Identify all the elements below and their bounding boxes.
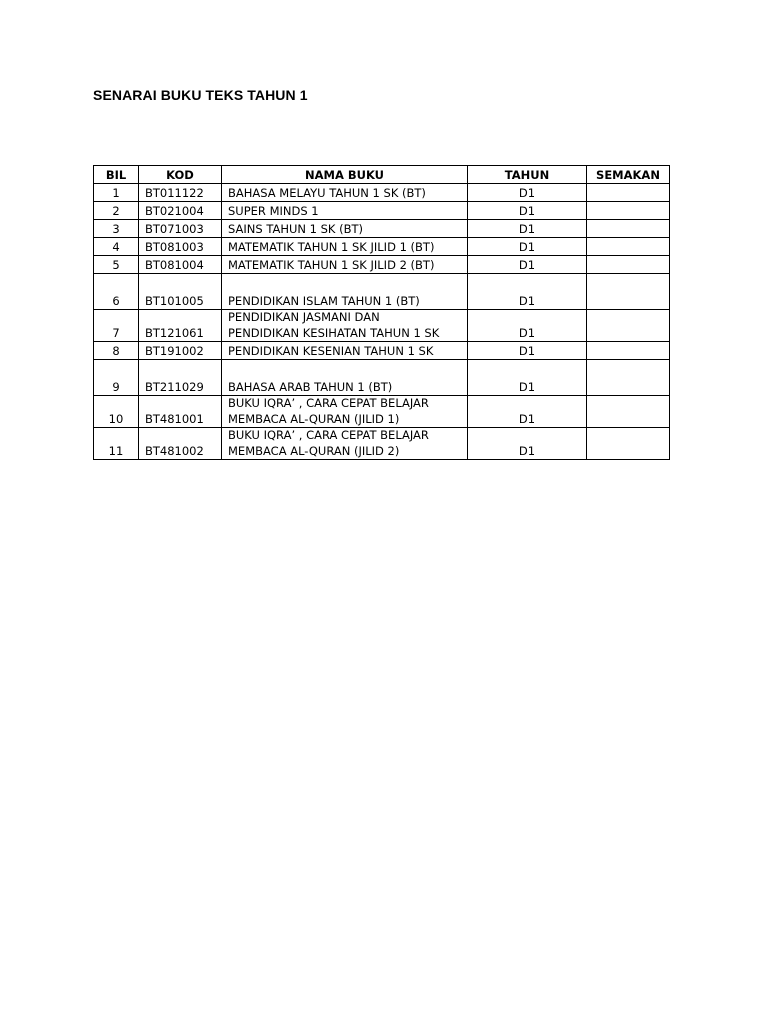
- header-semakan: SEMAKAN: [587, 166, 670, 184]
- cell-nama-buku: [222, 220, 468, 238]
- book-name-line: PENDIDIKAN KESIHATAN TAHUN 1 SK: [228, 325, 440, 340]
- table-row: [94, 238, 670, 256]
- book-name-line: BUKU IQRA’ , CARA CEPAT BELAJAR: [228, 396, 429, 410]
- table-row: [94, 428, 670, 460]
- cell-bil: 3: [94, 220, 139, 238]
- book-name-line: SUPER MINDS 1: [228, 203, 319, 218]
- textbook-table: [93, 165, 670, 460]
- book-name-line: PENDIDIKAN ISLAM TAHUN 1 (BT): [228, 293, 420, 308]
- cell-semakan: [587, 256, 670, 274]
- table-row: [94, 396, 670, 428]
- cell-tahun: D1: [468, 428, 587, 460]
- cell-semakan: [587, 202, 670, 220]
- book-name-line: BAHASA MELAYU TAHUN 1 SK (BT): [228, 185, 426, 200]
- cell-kod: BT011122: [139, 184, 222, 202]
- table-header-row: [94, 166, 670, 184]
- cell-nama-buku: [222, 396, 468, 428]
- cell-kod: BT101005: [139, 274, 222, 310]
- table-row: [94, 256, 670, 274]
- cell-semakan: [587, 310, 670, 342]
- cell-kod: BT481002: [139, 428, 222, 460]
- cell-tahun: D1: [468, 342, 587, 360]
- cell-semakan: [587, 238, 670, 256]
- header-tahun: TAHUN: [468, 166, 587, 184]
- cell-nama-buku: [222, 238, 468, 256]
- page-title: SENARAI BUKU TEKS TAHUN 1: [93, 87, 308, 103]
- book-name-line: MATEMATIK TAHUN 1 SK JILID 2 (BT): [228, 257, 435, 272]
- cell-semakan: [587, 274, 670, 310]
- cell-nama-buku: [222, 310, 468, 342]
- cell-tahun: D1: [468, 238, 587, 256]
- cell-tahun: D1: [468, 274, 587, 310]
- cell-semakan: [587, 184, 670, 202]
- cell-bil: 9: [94, 360, 139, 396]
- cell-semakan: [587, 396, 670, 428]
- cell-semakan: [587, 342, 670, 360]
- header-nama-buku: NAMA BUKU: [222, 166, 468, 184]
- cell-kod: BT481001: [139, 396, 222, 428]
- cell-kod: BT081003: [139, 238, 222, 256]
- cell-bil: 10: [94, 396, 139, 428]
- book-name-line: BUKU IQRA’ , CARA CEPAT BELAJAR: [228, 428, 429, 442]
- cell-kod: BT071003: [139, 220, 222, 238]
- table-body: [94, 184, 670, 460]
- cell-kod: BT121061: [139, 310, 222, 342]
- cell-bil: 2: [94, 202, 139, 220]
- cell-bil: 6: [94, 274, 139, 310]
- cell-nama-buku: [222, 274, 468, 310]
- table-row: [94, 274, 670, 310]
- cell-semakan: [587, 428, 670, 460]
- book-name-line: PENDIDIKAN JASMANI DAN: [228, 310, 380, 324]
- cell-kod: BT191002: [139, 342, 222, 360]
- cell-tahun: D1: [468, 396, 587, 428]
- book-name-line: SAINS TAHUN 1 SK (BT): [228, 221, 364, 236]
- cell-nama-buku: [222, 256, 468, 274]
- table-row: [94, 360, 670, 396]
- cell-nama-buku: [222, 202, 468, 220]
- cell-nama-buku: [222, 184, 468, 202]
- cell-tahun: D1: [468, 184, 587, 202]
- cell-kod: BT081004: [139, 256, 222, 274]
- table-row: [94, 342, 670, 360]
- cell-bil: 8: [94, 342, 139, 360]
- book-name-line: MATEMATIK TAHUN 1 SK JILID 1 (BT): [228, 239, 435, 254]
- cell-tahun: D1: [468, 202, 587, 220]
- table-row: [94, 220, 670, 238]
- book-name-line: BAHASA ARAB TAHUN 1 (BT): [228, 379, 393, 394]
- cell-semakan: [587, 360, 670, 396]
- book-name-line: PENDIDIKAN KESENIAN TAHUN 1 SK: [228, 343, 434, 358]
- cell-kod: BT021004: [139, 202, 222, 220]
- cell-tahun: D1: [468, 310, 587, 342]
- cell-kod: BT211029: [139, 360, 222, 396]
- header-bil: BIL: [94, 166, 139, 184]
- cell-nama-buku: [222, 428, 468, 460]
- book-name-line: MEMBACA AL-QURAN (JILID 2): [228, 443, 400, 458]
- cell-nama-buku: [222, 360, 468, 396]
- cell-tahun: D1: [468, 360, 587, 396]
- cell-bil: 11: [94, 428, 139, 460]
- book-name-line: MEMBACA AL-QURAN (JILID 1): [228, 411, 400, 426]
- cell-bil: 4: [94, 238, 139, 256]
- cell-tahun: D1: [468, 220, 587, 238]
- cell-nama-buku: [222, 342, 468, 360]
- table-row: [94, 310, 670, 342]
- cell-tahun: D1: [468, 256, 587, 274]
- header-kod: KOD: [139, 166, 222, 184]
- cell-bil: 7: [94, 310, 139, 342]
- cell-bil: 5: [94, 256, 139, 274]
- cell-semakan: [587, 220, 670, 238]
- table-row: [94, 202, 670, 220]
- table-row: [94, 184, 670, 202]
- cell-bil: 1: [94, 184, 139, 202]
